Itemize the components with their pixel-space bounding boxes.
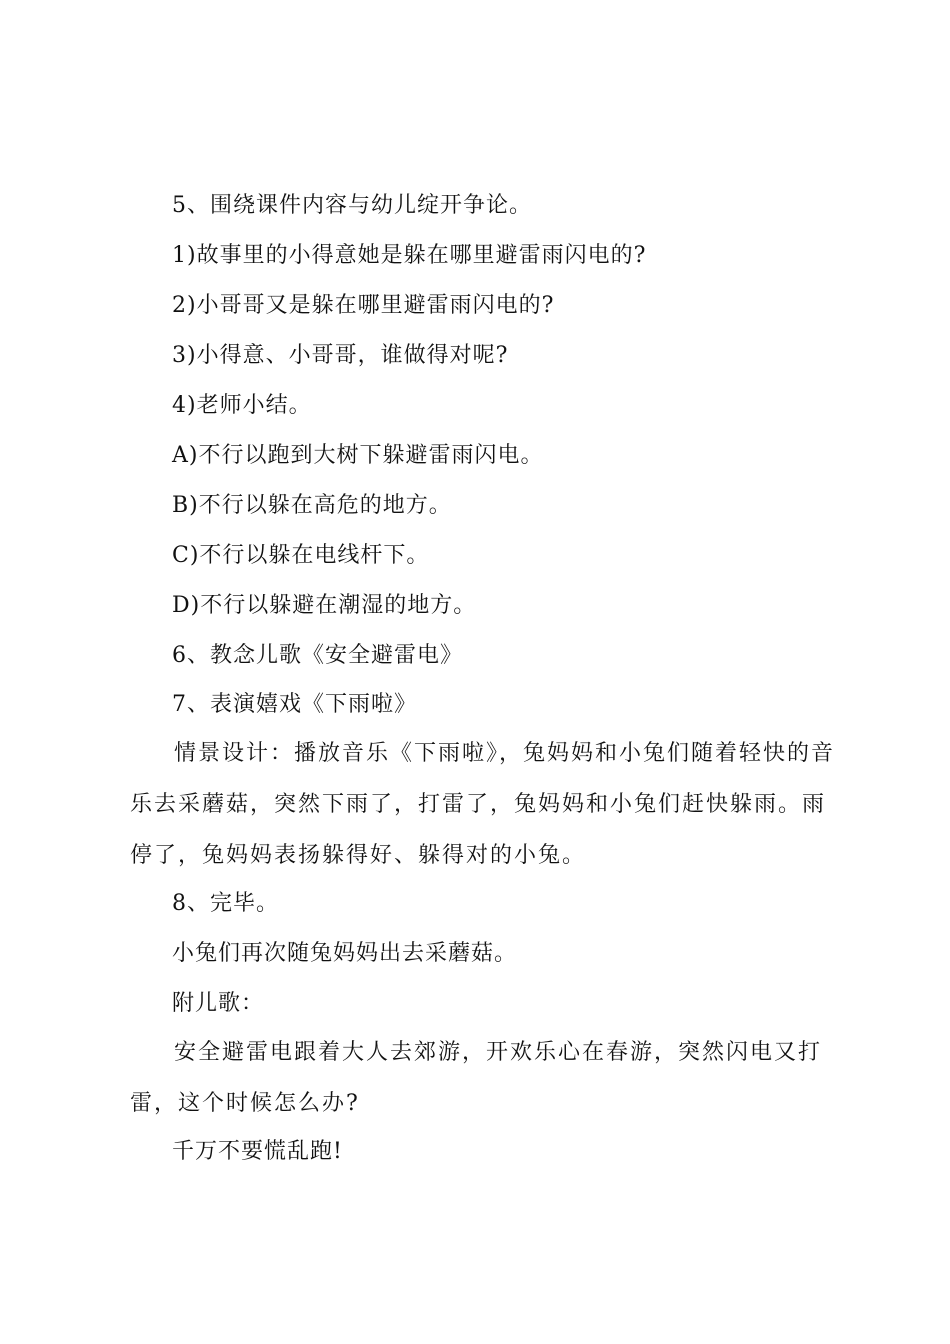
paragraph-step-5: 5、围绕课件内容与幼儿绽开争论。 xyxy=(172,193,532,218)
paragraph-rule-b: B)不行以躲在高危的地方。 xyxy=(172,493,452,518)
paragraph-question-3: 3)小得意、小哥哥，谁做得对呢? xyxy=(172,343,509,368)
paragraph-scenario: 情景设计：播放音乐《下雨啦》，兔妈妈和小兔们随着轻快的音乐去采蘑菇，突然下雨了，打雷了，兔妈妈和小兔们赶快躲雨。雨停了，兔妈妈表扬躲得好、躲得对的小兔。 xyxy=(130,741,836,868)
paragraph-rule-c: C)不行以躲在电线杆下。 xyxy=(172,543,430,568)
paragraph-rabbits: 小兔们再次随兔妈妈出去采蘑菇。 xyxy=(172,941,518,966)
paragraph-question-4: 4)老师小结。 xyxy=(172,393,312,418)
paragraph-song-heading: 附儿歌： xyxy=(172,991,265,1016)
paragraph-rule-a: A)不行以跑到大树下躲避雷雨闪电。 xyxy=(172,443,544,468)
paragraph-question-1: 1)故事里的小得意她是躲在哪里避雷雨闪电的? xyxy=(172,243,647,268)
paragraph-rule-d: D)不行以躲避在潮湿的地方。 xyxy=(172,593,477,618)
paragraph-song-last: 千万不要慌乱跑! xyxy=(172,1139,343,1164)
paragraph-step-8: 8、完毕。 xyxy=(172,891,279,916)
paragraph-step-7: 7、表演嬉戏《下雨啦》 xyxy=(172,692,417,717)
paragraph-step-6: 6、教念儿歌《安全避雷电》 xyxy=(172,643,463,668)
paragraph-song-text: 安全避雷电跟着大人去郊游，开欢乐心在春游，突然闪电又打雷，这个时候怎么办? xyxy=(130,1040,823,1116)
paragraph-question-2: 2)小哥哥又是躲在哪里避雷雨闪电的? xyxy=(172,293,555,318)
